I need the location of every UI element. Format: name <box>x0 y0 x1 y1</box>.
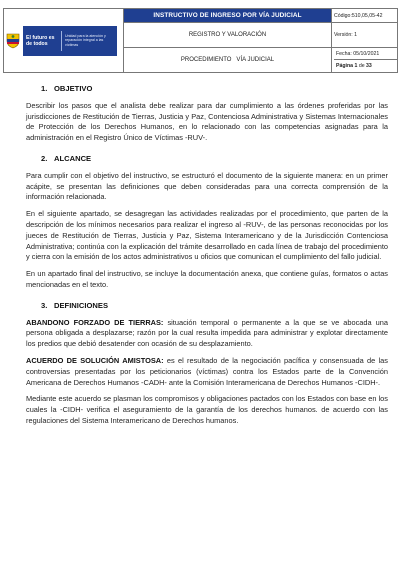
document-version: Versión: 1 <box>332 23 398 48</box>
document-title: INSTRUCTIVO DE INGRESO POR VÍA JUDICIAL <box>124 9 332 23</box>
logo-slogan: El futuro es de todos <box>26 34 55 47</box>
section-heading-definiciones: 3. DEFINICIONES <box>41 300 109 310</box>
document-code: Código:510,05,05-42 <box>332 9 398 23</box>
logo-unit-name: Unidad para la atención y reparación integral a las víctimas <box>65 33 106 47</box>
definition-term: ABANDONO FORZADO DE TIERRAS: <box>26 317 164 327</box>
document-date: Fecha: 05/10/2021 <box>334 48 397 60</box>
paragraph: En un apartado final del instructivo, se incluye la documentación anexa, que contiene guías, formatos o actas mencionadas en el texto. <box>26 269 388 289</box>
page-indicator: Página 1 de 33 <box>336 63 372 69</box>
procedure-name: PROCEDIMIENTO VÍA JUDICIAL <box>124 48 332 73</box>
document-body <box>26 84 388 433</box>
logo-divider <box>61 31 62 51</box>
process-name: REGISTRO Y VALORACIÓN <box>124 23 332 48</box>
section-heading-alcance: 2. ALCANCE <box>41 153 92 163</box>
paragraph: En el siguiente apartado, se desagregan las actividades realizadas por el procedimiento, que parten de la descripción de los mínimos necesarios para realizar el ingreso al -RUV-, de las personas reconocidas por los jueces de Restitución de Tierras, Justicia y Paz, Sistema Interamericano y de la Jurisdicción Contenciosa Administrativa; continúa con la explicación del trámite desarrollado en cada línea de trabajo del procedimiento y cierra con la emisión de los actos administrativos u oficios que comunican el cumplimiento del fallo judicial. <box>26 209 388 262</box>
definition-paragraph: ACUERDO DE SOLUCIÓN AMISTOSA: es el resultado de la negociación pacífica y consensuada de las controversias presentadas por los peticionarios (víctimas) contra los Estados parte de la Convención Americana de Derechos Humanos -CADH- ante la Comisión Interamericana de Derechos Humanos -CIDH-. <box>26 355 388 387</box>
government-band <box>23 26 117 56</box>
definition-term: ACUERDO DE SOLUCIÓN AMISTOSA: <box>26 355 164 365</box>
date-page-cell <box>332 48 398 73</box>
coat-of-arms-icon <box>6 33 20 49</box>
paragraph: Para cumplir con el objetivo del instructivo, se estructuró el documento de la siguiente manera: en un primer acápite, se presentan las definiciones que deben consideradas para una correcta comprensión de la información relacionada. <box>26 170 388 202</box>
logo <box>4 9 123 72</box>
paragraph: Describir los pasos que el analista debe realizar para dar cumplimiento a las órdenes proferidas por las jurisdicciones de Restitución de Tierras, Justicia y Paz, Contenciosa Administrativa y Sistemas Internacionales de Protección de los Derechos Humanos, en lo relacionado con las competencias asignadas para la administración en el Registro Único de Víctimas -RUV-. <box>26 100 388 143</box>
definition-paragraph: ABANDONO FORZADO DE TIERRAS: situación temporal o permanente a la que se ve abocada una persona obligada a desplazarse; razón por la cual resulta impedida para administrar y explotar directamente los predios que debió desatender con ocasión de su desplazamiento. <box>26 317 389 349</box>
header-logo-cell <box>4 9 124 73</box>
document-header <box>3 8 398 73</box>
paragraph: Mediante este acuerdo se plasman los compromisos y obligaciones pactados con los Estados con base en los cuales la -CIDH- verifica el aseguramiento de la garantía de los derechos humanos. de acuerdo con las regulaciones del Sistema Interamericano de Derechos humanos. <box>26 394 388 425</box>
section-heading-objetivo: 1. OBJETIVO <box>41 84 93 93</box>
